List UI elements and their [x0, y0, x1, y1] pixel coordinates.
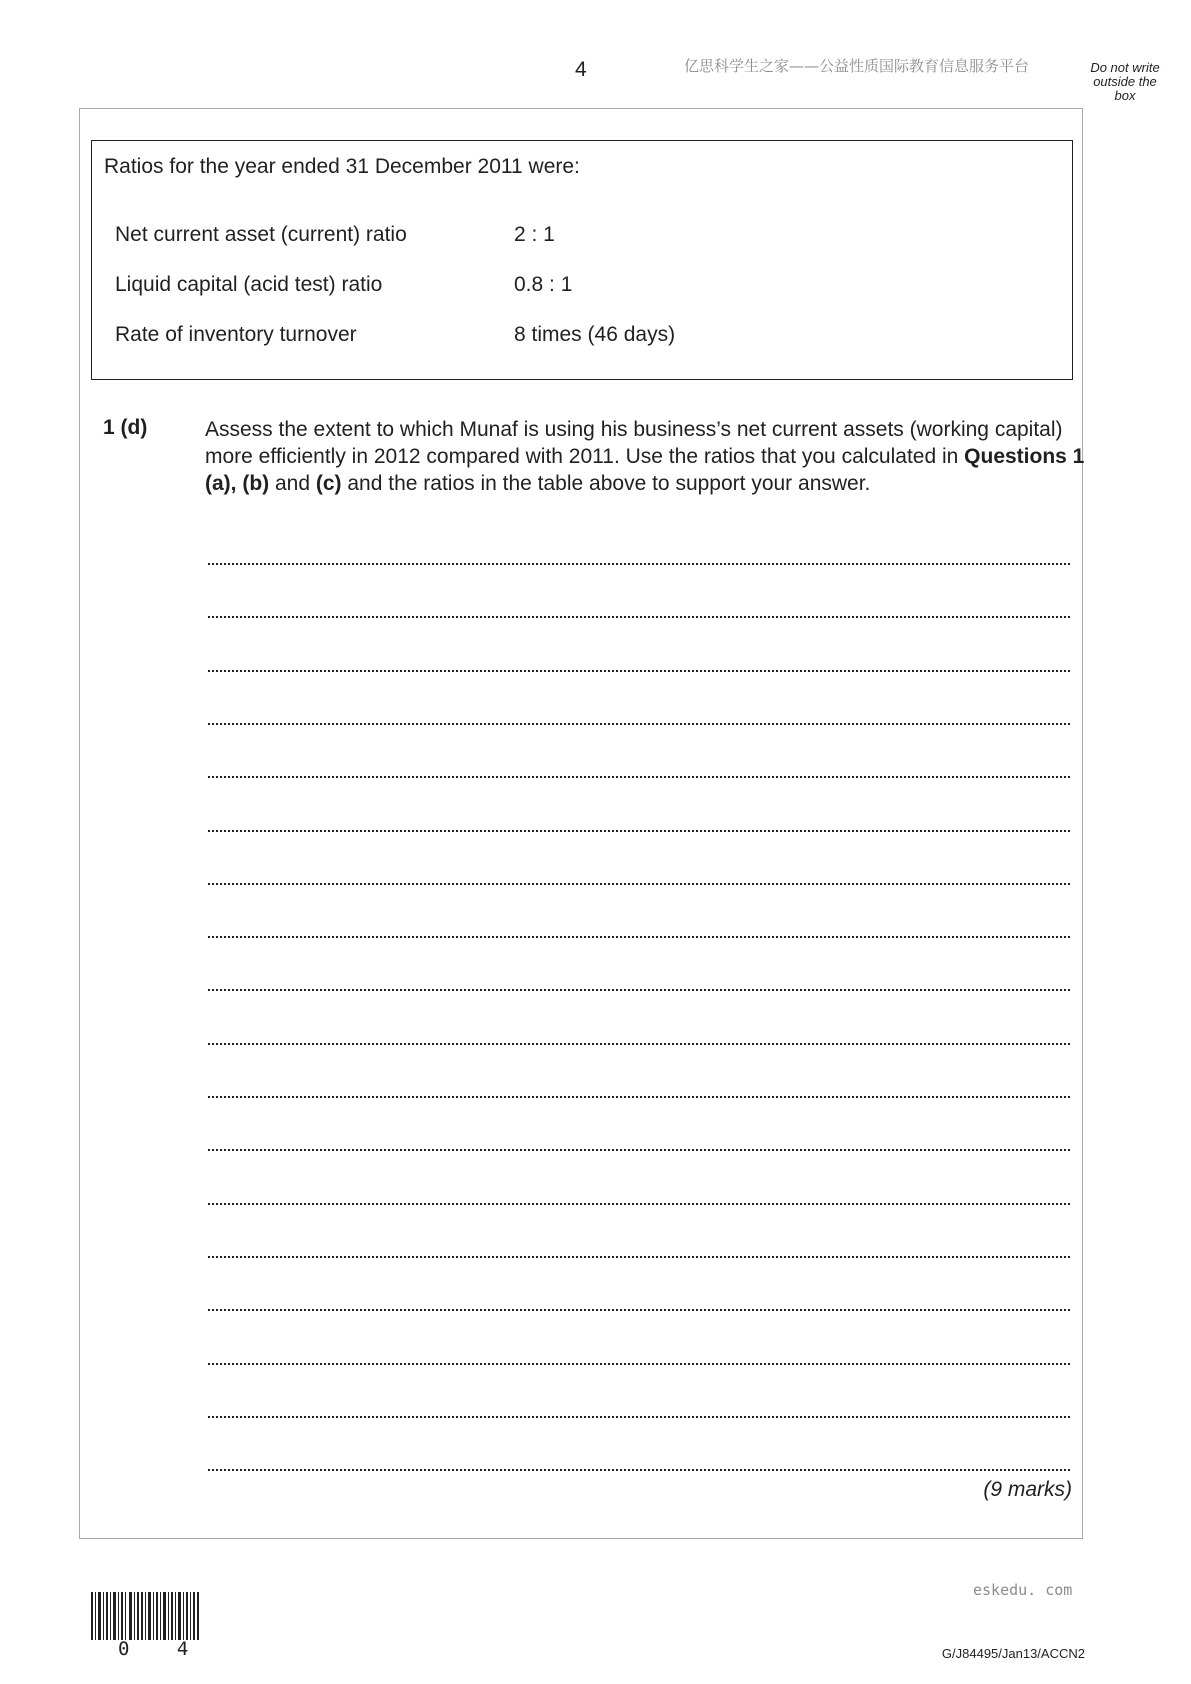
answer-line[interactable] [208, 563, 1070, 565]
ratios-info-box [91, 140, 1073, 380]
answer-line[interactable] [208, 989, 1070, 991]
question-text-bold: Questions 1 (a), (b) [205, 445, 1085, 495]
header-watermark: 亿思科学生之家——公益性质国际教育信息服务平台 [684, 57, 1030, 75]
margin-note-line: box [1114, 88, 1136, 103]
question-text [205, 416, 1085, 497]
answer-line[interactable] [208, 1363, 1070, 1365]
question-text-part: and the ratios in the table above to support your answer. [341, 472, 871, 495]
page-number: 4 [575, 58, 587, 81]
answer-line[interactable] [208, 1469, 1070, 1471]
info-box-title: Ratios for the year ended 31 December 2011 were: [104, 155, 580, 178]
question-text-bold: (c) [315, 472, 342, 495]
question-number: 1 (d) [103, 416, 148, 439]
answer-line[interactable] [208, 1043, 1070, 1045]
answer-line[interactable] [208, 1096, 1070, 1098]
margin-note-line: Do not write [1090, 60, 1160, 75]
answer-line[interactable] [208, 1203, 1070, 1205]
ratio-value: 2 : 1 [514, 223, 555, 246]
answer-line[interactable] [208, 616, 1070, 618]
answer-line[interactable] [208, 670, 1070, 672]
paper-reference: G/J84495/Jan13/ACCN2 [941, 1646, 1085, 1661]
ratio-name: Net current asset (current) ratio [115, 223, 407, 246]
question-text-part: and [269, 472, 316, 495]
barcode-digits: 0 4 [118, 1638, 207, 1660]
answer-line[interactable] [208, 830, 1070, 832]
question-text-part: Assess the extent to which Munaf is using his business’s net current assets (working capital) more efficiently in 2012 compared with 2011. Use the ratios that you calculated in [205, 418, 1063, 468]
answer-line[interactable] [208, 1416, 1070, 1418]
answer-line[interactable] [208, 723, 1070, 725]
marks-label: (9 marks) [983, 1478, 1072, 1501]
barcode [91, 1592, 199, 1640]
footer-watermark: eskedu. com [973, 1581, 1073, 1599]
ratio-name: Rate of inventory turnover [115, 323, 357, 346]
ratio-value: 0.8 : 1 [514, 273, 573, 296]
answer-line[interactable] [208, 883, 1070, 885]
ratio-value: 8 times (46 days) [514, 323, 676, 346]
answer-line[interactable] [208, 776, 1070, 778]
answer-line[interactable] [208, 1149, 1070, 1151]
ratio-name: Liquid capital (acid test) ratio [115, 273, 383, 296]
answer-line[interactable] [208, 936, 1070, 938]
margin-note [1080, 61, 1170, 103]
answer-line[interactable] [208, 1309, 1070, 1311]
answer-line[interactable] [208, 1256, 1070, 1258]
margin-note-line: outside the [1093, 74, 1157, 89]
